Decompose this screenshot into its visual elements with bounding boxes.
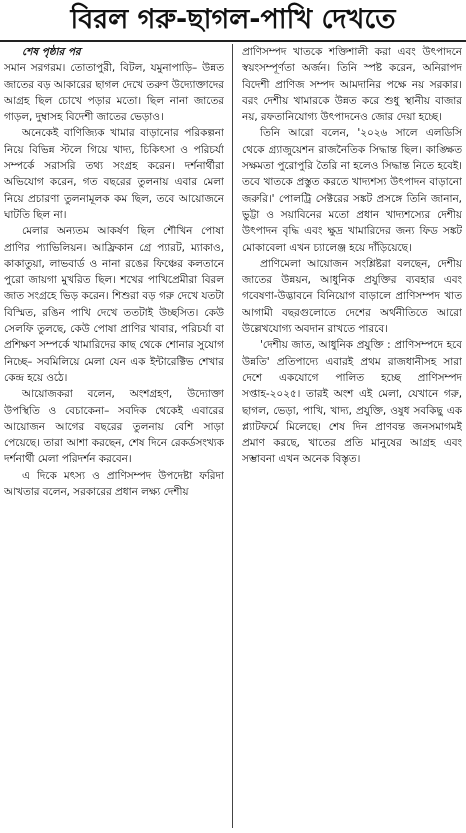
- left-column: [4, 44, 224, 830]
- paragraph: সমান সরগরম। তোতাপুরী, বিটল, যমুনাপাড়ি– উন্নত জাতের বড় আকারের ছাগল দেখে তরুণ উদ্যোক্তাদের আগ্রহ ছিল চোখে পড়ার মতো। ছিল নানা জাতের গাড়ল, দুম্বাসহ বিদেশী জাতের ভেড়াও।: [4, 62, 224, 124]
- continued-kicker: শেষ পৃষ্ঠার পর: [22, 46, 81, 58]
- paragraph: তিনি আরো বলেন, '২০২৬ সালে এলডিসি থেকে গ্র্যাজুয়েশন রাজনৈতিক সিদ্ধান্ত ছিল। কাঙ্ক্ষিত সক্ষমতা পুরোপুরি তৈরি না হলেও সিদ্ধান্ত নিতে হবেই। তবে খাতকে প্রস্তুত করতে খাদ্যশস্য উৎপাদন বাড়ানো জরুরি।' পোলট্রি সেক্টরের সঙ্কট প্রসঙ্গে তিনি জানান, ভুট্টা ও সয়াবিনের মতো প্রধান খাদ্যশস্যের দেশীয় উৎপাদন বৃদ্ধি এবং ক্ষুদ্র খামারিদের জন্য ফিড সঙ্কট মোকাবেলা এখন চ্যালেঞ্জ হয়ে দাঁড়িয়েছে।: [242, 127, 462, 254]
- paragraph: এ দিকে মৎস্য ও প্রাণিসম্পদ উপদেষ্টা ফরিদা আখতার বলেন, সরকারের প্রধান লক্ষ্য দেশীয়: [4, 469, 224, 499]
- column-divider: [232, 44, 233, 828]
- paragraph: অনেকেই বাণিজ্যিক খামার বাড়ানোর পরিকল্পনা নিয়ে বিভিন্ন স্টলে গিয়ে খাদ্য, চিকিৎসা ও পরিচর্যা সম্পর্কে সরাসরি তথ্য সংগ্রহ করেন। দর্শনার্থীরা অভিযোগ করেন, গত বছরের তুলনায় এবার মেলা নিয়ে প্রচারণা তুলনামূলক কম ছিল, তবে আয়োজনে ঘাটতি ছিল না।: [4, 127, 224, 221]
- paragraph: প্রাণিসম্পদ খাতকে শক্তিশালী করা এবং উৎপাদনে স্বয়ংসম্পূর্ণতা অর্জন। তিনি স্পষ্ট করেন, অনিরাপদ বিদেশী প্রাণিজ সম্পদ আমদানির পক্ষে নয় সরকার। বরং দেশীয় খামারকে উন্নত করে শুধু স্থানীয় বাজার নয়, রফতানিযোগ্য উৎপাদনেও জোর দেয়া হচ্ছে।: [242, 46, 462, 124]
- article-headline: বিরল গরু-ছাগল-পাখি দেখতে: [70, 4, 396, 35]
- right-column: [242, 44, 462, 830]
- headline-rule: [0, 40, 466, 42]
- paragraph: 'দেশীয় জাত, আধুনিক প্রযুক্তি : প্রাণিসম্পদে হবে উন্নতি' প্রতিপাদ্যে এবারই প্রথম রাজধানীসহ সারা দেশে একযোগে পালিত হচ্ছে প্রাণিসম্পদ সপ্তাহ-২০২৫। তারই অংশ এই মেলা, যেখানে গরু, ছাগল, ভেড়া, পাখি, খাদ্য, প্রযুক্তি, ওষুধ সবকিছু এক প্ল্যাটফর্মে মিলেছে। শেষ দিন প্রাণবন্ত জনসমাগমই প্রমাণ করছে, খাতের প্রতি মানুষের আগ্রহ এবং সম্ভাবনা এখন অনেক বিস্তৃত।: [242, 339, 462, 466]
- paragraph: প্রাণিমেলা আয়োজন সংশ্লিষ্টরা বলছেন, দেশীয় জাতের উন্নয়ন, আধুনিক প্রযুক্তির ব্যবহার এবং গবেষণা-উদ্ভাবনে বিনিয়োগ বাড়ালে প্রাণিসম্পদ খাত আগামী বছরগুলোতে দেশের অর্থনীতিতে আরো উল্লেখযোগ্য অবদান রাখতে পারবে।: [242, 257, 462, 336]
- paragraph: মেলার অন্যতম আকর্ষণ ছিল শৌখিন পোষা প্রাণির প্যাভিলিয়ন। আফ্রিকান গ্রে প্যারট, ম্যাকাও, কাকাতুয়া, লাভবার্ড ও নানা রঙের ফিঞ্চের কলতানে পুরো জায়গা মুখরিত ছিল। শখের পাখিপ্রেমীরা বিরল জাত সংগ্রহে ভিড় করেন। শিশুরা বড় গরু দেখে যতটা বিস্মিত, রঙিন পাখি দেখে ততটাই উচ্ছসিত। কেউ সেলফি তুলছে, কেউ পোষা প্রাণির খাবার, পরিচর্যা বা প্রশিক্ষণ সম্পর্কে খামারিদের কাছ থেকে শোনার সুযোগ নিচ্ছে– সবমিলিয়ে মেলা যেন এক ইন্টারেক্টিভ শেখার কেন্দ্র হয়ে ওঠে।: [4, 225, 224, 384]
- paragraph: আয়োজকরা বলেন, অংশগ্রহণ, উদ্যোক্তা উপস্থিতি ও বেচাকেনা– সবদিক থেকেই এবারের আয়োজন আগের বছরের তুলনায় বেশি সাড়া পেয়েছে। তারা আশা করছেন, শেষ দিনে রেকর্ডসংখ্যক দর্শনার্থী মেলা পরিদর্শন করবেন।: [4, 388, 224, 466]
